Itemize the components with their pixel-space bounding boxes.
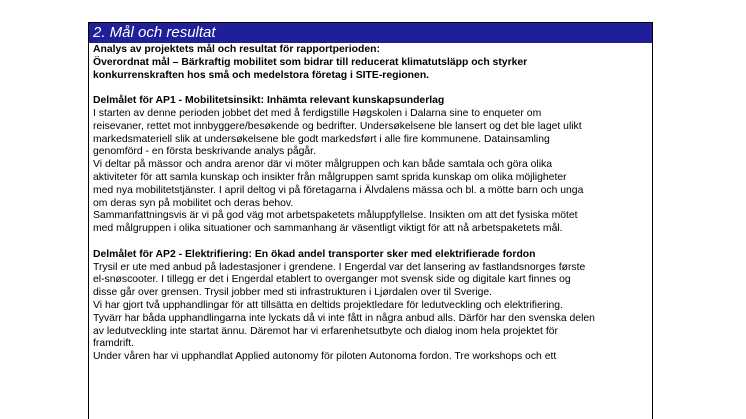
- ap2-line: Tyvärr har båda upphandlingarna inte lyckats då vi inte fått in några anbud alls. Därför har den svenska delen: [93, 312, 595, 324]
- ap2-line: Vi har gjort två upphandlingar för att tillsätta en deltids projektledare för ledutveckling och elektrifiering.: [93, 299, 563, 311]
- ap2-line: Trysil er ute med anbud på ladestasjoner i grendene. I Engerdal var det lansering av fastlandsnorges første: [93, 261, 586, 273]
- ap2-line: av ledutveckling inte startat ännu. Däremot har vi erfarenhetsutbyte och dialog inom hela projektet för: [93, 325, 558, 337]
- ap1-line: reisevaner, rettet mot innbyggere/besøkende og bedrifter. Undersøkelsene ble lansert og det ble laget ulikt: [93, 120, 582, 132]
- ap2-line: Under våren har vi upphandlat Applied autonomy för piloten Autonoma fordon. Tre workshops och ett: [93, 351, 557, 363]
- ap1-line: med nya mobilitetstjänster. I april deltog vi på företagarna i Älvdalens mässa och bl. a mötte barn och unga: [93, 184, 584, 196]
- ap1-line: med målgruppen i olika situationer och sammanhang är väsentligt viktigt för att nå arbetspaketets mål.: [93, 223, 563, 235]
- ap1-heading: Delmålet för AP1 - Mobilitetsinsikt: Inhämta relevant kunskapsunderlag: [93, 95, 445, 107]
- ap2-line: el-snøscooter. I tillegg er det i Engerdal etablert to overganger mot svensk side og digitale kart finnes og: [93, 274, 571, 286]
- ap1-line: genomförd - en första beskrivande analys pågår.: [93, 146, 316, 158]
- section-title: 2. Mål och resultat: [89, 23, 652, 43]
- section-content: [89, 43, 652, 364]
- ap1-line: Vi deltar på mässor och andra arenor där vi möter målgruppen och kan både samtala och göra olika: [93, 159, 552, 171]
- paragraph-gap: [93, 82, 648, 95]
- paragraph-gap: [93, 236, 648, 249]
- ap1-line: aktiviteter för att samla kunskap och insikter från målgruppen samt sprida kunskap om olika möjligheter: [93, 171, 567, 183]
- ap2-heading: Delmålet för AP2 - Elektrifiering: En ökad andel transporter sker med elektrifierade fordon: [93, 248, 536, 260]
- ap2-line: disse går over grensen. Trysil jobber med sti infrastrukturen i Ljørdalen over til Sverige.: [93, 287, 493, 299]
- ap1-line: om deras syn på mobilitet och deras behov.: [93, 197, 294, 209]
- ap1-line: I starten av denne perioden jobbet det med å ferdigstille Høgskolen i Dalarna sine to enqueter om: [93, 107, 542, 119]
- goal-line: konkurrenskraften hos små och medelstora företag i SITE-regionen.: [93, 69, 430, 81]
- document-section: [88, 22, 653, 419]
- goal-line: Överordnat mål – Bärkraftig mobilitet som bidrar till reducerat klimatutsläpp och styrker: [93, 56, 528, 68]
- ap1-line: Sammanfattningsvis är vi på god väg mot arbetspaketets måluppfyllelse. Insikten om att det fysiska mötet: [93, 210, 578, 222]
- intro-heading: Analys av projektets mål och resultat för rapportperioden:: [93, 44, 380, 55]
- ap2-line: framdrift.: [93, 338, 134, 350]
- ap1-line: markedsmateriell slik at undersøkelsene ble godt markedsført i alle fire kommunene. Datainsamling: [93, 133, 550, 145]
